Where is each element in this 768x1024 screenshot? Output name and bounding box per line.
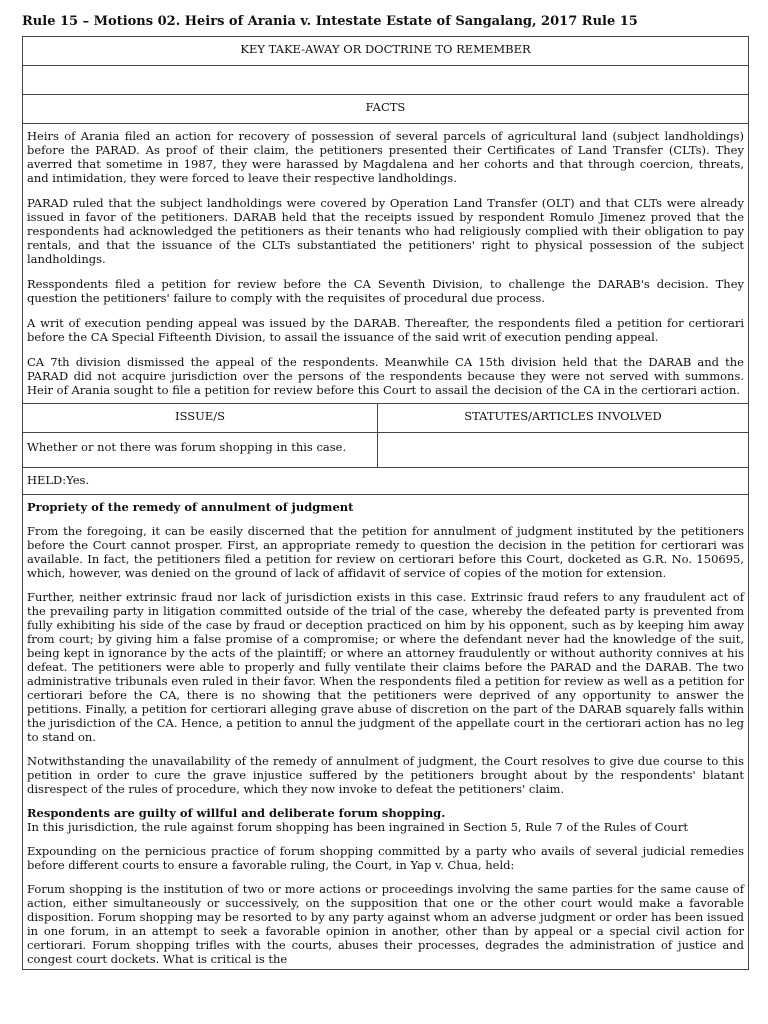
facts-paragraph: Heirs of Arania filed an action for recovery of possession of several parcels of agricultural land (subject landholdings) before the PARAD. As proof of their claim, the petitioners presented their Certificates of Land Transfer (CLTs). They averred that sometime in 1987, they were harassed by Magdalena and her cohorts and that through coercion, threats, and intimidation, they were forced to leave their respective landholdings. [27, 129, 744, 185]
key-takeaway-header: KEY TAKE-AWAY OR DOCTRINE TO REMEMBER [23, 37, 749, 66]
facts-paragraph: CA 7th division dismissed the appeal of the respondents. Meanwhile CA 15th division held that the DARAB and the PARAD did not acquire jurisdiction over the persons of the respondents because they were not served with summons. Heir of Arania sought to file a petition for review before this Court to assail the decision of the CA in the certiorari action. [27, 355, 744, 397]
case-digest-table [22, 36, 749, 970]
ruling-row [23, 495, 749, 970]
facts-paragraph: A writ of execution pending appeal was issued by the DARAB. Thereafter, the respondents filed a petition for certiorari before the CA Special Fifteenth Division, to assail the issuance of the said writ of execution pending appeal. [27, 316, 744, 344]
key-takeaway-header-row [23, 37, 749, 66]
ruling-heading: Respondents are guilty of willful and deliberate forum shopping. [27, 806, 446, 820]
ruling-paragraph: Expounding on the pernicious practice of forum shopping committed by a party who avails of several judicial remedies before different courts to ensure a favorable ruling, the Court, in Yap v. Chua, held: [27, 844, 744, 872]
ruling-paragraph: Notwithstanding the unavailability of the remedy of annulment of judgment, the Court resolves to give due course to this petition in order to cure the grave injustice suffered by the petitioners brought about by the respondents' blatant disrespect of the rules of procedure, which they now invoke to defeat the petitioners' claim. [27, 754, 744, 796]
ruling-paragraph: In this jurisdiction, the rule against forum shopping has been ingrained in Section 5, Rule 7 of the Rules of Court [27, 820, 688, 834]
facts-paragraph: PARAD ruled that the subject landholdings were covered by Operation Land Transfer (OLT) and that CLTs were already issued in favor of the petitioners. DARAB held that the receipts issued by respondent Romulo Jimenez proved that the respondents had acknowledged the petitioners as their tenants who had religiously complied with their obligation to pay rentals, and that the issuance of the CLTs substantiated the petitioners' right to physical possession of the subject landholdings. [27, 196, 744, 266]
held-text: HELD:Yes. [23, 468, 749, 495]
key-takeaway-row [23, 66, 749, 95]
key-takeaway-content [23, 66, 749, 95]
ruling-content [23, 495, 749, 970]
facts-row [23, 124, 749, 404]
page-title: Rule 15 – Motions 02. Heirs of Arania v. Intestate Estate of Sangalang, 2017 Rule 15 [22, 14, 638, 29]
statutes-content [378, 433, 749, 468]
ruling-heading: Propriety of the remedy of annulment of judgment [27, 500, 354, 514]
facts-header-row [23, 95, 749, 124]
statutes-header: STATUTES/ARTICLES INVOLVED [378, 404, 749, 433]
held-row [23, 468, 749, 495]
ruling-paragraph: From the foregoing, it can be easily discerned that the petition for annulment of judgment instituted by the petitioners before the Court cannot prosper. First, an appropriate remedy to question the decision in the petition for certiorari was available. In fact, the petitioners filed a petition for review on certiorari before this Court, docketed as G.R. No. 150695, which, however, was denied on the ground of lack of affidavit of service of copies of the motion for extension. [27, 524, 744, 580]
ruling-paragraph: Forum shopping is the institution of two or more actions or proceedings involving the same parties for the same cause of action, either simultaneously or successively, on the supposition that one or the other court would make a favorable disposition. Forum shopping may be resorted to by any party against whom an adverse judgment or order has been issued in one forum, in an attempt to seek a favorable opinion in another, other than by appeal or a special civil action for certiorari. Forum shopping trifles with the courts, abuses their processes, degrades the administration of justice and congest court dockets. What is critical is the [27, 882, 744, 966]
facts-header: FACTS [23, 95, 749, 124]
ruling-paragraph: Further, neither extrinsic fraud nor lack of jurisdiction exists in this case. Extrinsic fraud refers to any fraudulent act of the prevailing party in litigation committed outside of the trial of the case, whereby the defeated party is prevented from fully exhibiting his side of the case by fraud or deception practiced on him by his opponent, such as by keeping him away from court; by giving him a false promise of a compromise; or where the defendant never had the knowledge of the suit, being kept in ignorance by the acts of the plaintiff; or where an attorney fraudulently or without authority connives at his defeat. The petitioners were able to properly and fully ventilate their claims before the PARAD and the DARAB. The two administrative tribunals even ruled in their favor. When the respondents filed a petition for review as well as a petition for certiorari before the CA, there is no showing that the petitioners were deprived of any opportunity to answer the petitions. Finally, a petition for certiorari alleging grave abuse of discretion on the part of the DARAB squarely falls within the jurisdiction of the CA. Hence, a petition to annul the judgment of the appellate court in the certiorari action has no leg to stand on. [27, 590, 744, 744]
issue-text: Whether or not there was forum shopping in this case. [23, 433, 378, 468]
facts-paragraph: Resspondents filed a petition for review before the CA Seventh Division, to challenge the DARAB's decision. They question the petitioners' failure to comply with the requisites of procedural due process. [27, 277, 744, 305]
issues-header-row [23, 404, 749, 433]
issues-header: ISSUE/S [23, 404, 378, 433]
issues-row [23, 433, 749, 468]
facts-content [23, 124, 749, 404]
